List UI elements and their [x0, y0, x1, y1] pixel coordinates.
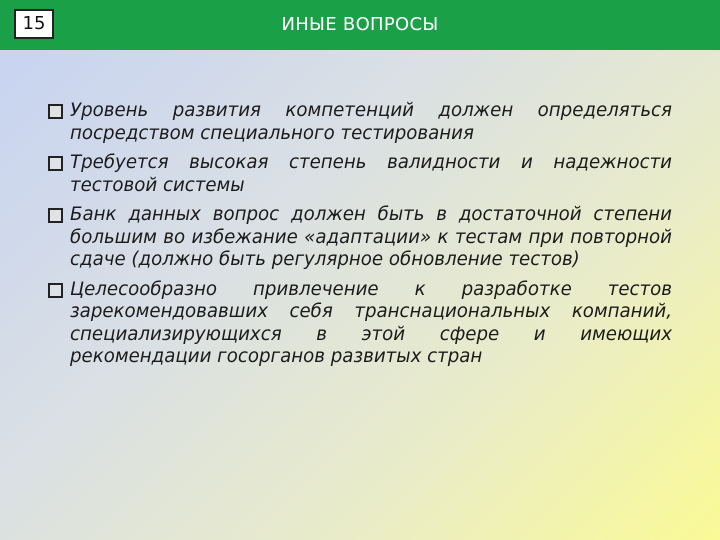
bullet-text: Целесообразно привлечение к разработке тестов зарекомендовавших себя транснациональных компаний, специализирующихся в этой сфере и имеющих рекомендации госорганов развитых стран — [70, 278, 672, 367]
bullet-text: Требуется высокая степень валидности и надежности тестовой системы — [70, 152, 672, 196]
slide-number: 15 — [14, 9, 54, 39]
bullet-text: Банк данных вопрос должен быть в достаточной степени большим во избежание «адаптации» к тестам при повторной сдаче (должно быть регулярное обновление тестов) — [70, 204, 672, 270]
title-bar — [0, 0, 720, 50]
bullet-item — [48, 152, 672, 197]
square-bullet-icon — [48, 156, 63, 171]
slide-title: ИНЫЕ ВОПРОСЫ — [281, 14, 439, 35]
bullet-item — [48, 279, 672, 369]
bullet-item — [48, 100, 672, 145]
square-bullet-icon — [48, 208, 63, 223]
bullet-list — [48, 100, 672, 376]
square-bullet-icon — [48, 283, 63, 298]
bullet-text: Уровень развития компетенций должен определяться посредством специального тестирования — [70, 100, 672, 144]
bullet-item — [48, 204, 672, 272]
square-bullet-icon — [48, 104, 63, 119]
